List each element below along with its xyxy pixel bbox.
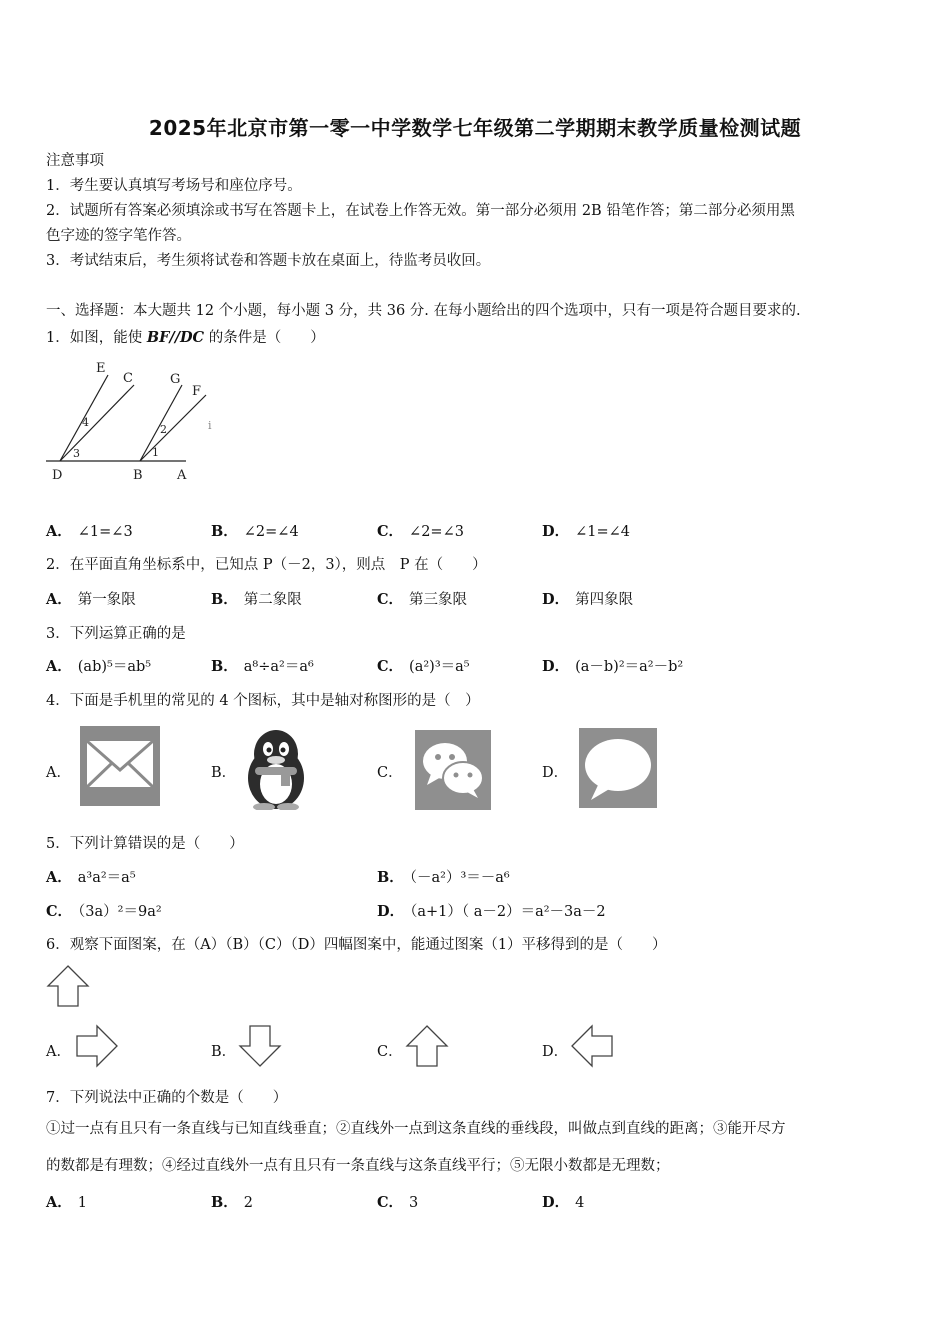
question-6-stem: 6．观察下面图案，在（A）（B）（C）（D）四幅图案中，能通过图案（1）平移得到的是（ ） bbox=[46, 937, 667, 953]
fig-label-A: A bbox=[177, 468, 187, 483]
q6-option-a-label[interactable]: A． bbox=[46, 1044, 71, 1060]
fig-angle-4: 4 bbox=[82, 416, 89, 429]
q1-option-d[interactable]: D． ∠1=∠4 bbox=[542, 523, 630, 540]
q7-option-c[interactable]: C． 3 bbox=[377, 1194, 419, 1211]
question-7-body: ①过一点有且只有一条直线与已知直线垂直；②直线外一点到这条直线的垂线段，叫做点到直线的距离；③能开尽方 bbox=[46, 1121, 786, 1137]
question-4-stem: 4．下面是手机里的常见的 4 个图标，其中是轴对称图形的是（ ） bbox=[46, 693, 480, 709]
q7-option-a[interactable]: A． 1 bbox=[46, 1194, 87, 1211]
notice-item: 1．考生要认真填写考场号和座位序号。 bbox=[46, 178, 302, 194]
fig-angle-2: 2 bbox=[160, 423, 167, 436]
q2-option-c[interactable]: C． 第三象限 bbox=[377, 591, 468, 608]
q3-option-b[interactable]: B． a⁸÷a²＝a⁶ bbox=[211, 658, 314, 675]
envelope-icon[interactable] bbox=[80, 726, 160, 806]
q6-option-c-label[interactable]: C． bbox=[377, 1044, 403, 1060]
fig-label-C: C bbox=[123, 371, 133, 386]
fig-stray-mark: i bbox=[208, 419, 212, 432]
q2-option-b[interactable]: B． 第二象限 bbox=[211, 591, 302, 608]
q3-option-d[interactable]: D． (a－b)²＝a²－b² bbox=[542, 658, 684, 675]
fig-angle-1: 1 bbox=[152, 446, 159, 459]
q4-option-d-label[interactable]: D． bbox=[542, 765, 569, 781]
wechat-icon[interactable] bbox=[415, 730, 491, 810]
arrow-up-icon bbox=[46, 964, 90, 1008]
q3-option-c[interactable]: C． (a²)³＝a⁵ bbox=[377, 658, 470, 675]
question-3-stem: 3．下列运算正确的是 bbox=[46, 626, 186, 642]
speech-bubble-icon[interactable] bbox=[579, 728, 657, 808]
fig-label-E: E bbox=[96, 361, 106, 376]
q2-option-a[interactable]: A． 第一象限 bbox=[46, 591, 136, 608]
fig-label-B: B bbox=[133, 468, 143, 483]
fig-label-G: G bbox=[170, 372, 181, 387]
question-7-body: 的数都是有理数；④经过直线外一点有且只有一条直线与这条直线平行；⑤无限小数都是无理数； bbox=[46, 1158, 670, 1174]
notice-item: 3．考试结束后，考生须将试卷和答题卡放在桌面上，待监考员收回。 bbox=[46, 253, 491, 269]
q5-option-a[interactable]: A． a³a²＝a⁵ bbox=[46, 869, 136, 886]
question-2-stem: 2．在平面直角坐标系中，已知点 P（－2，3），则点 P 在（ ） bbox=[46, 557, 487, 573]
q7-option-b[interactable]: B． 2 bbox=[211, 1194, 253, 1211]
fig-label-D: D bbox=[52, 468, 63, 483]
question-5-stem: 5．下列计算错误的是（ ） bbox=[46, 836, 244, 852]
q4-option-a-label[interactable]: A． bbox=[46, 765, 71, 781]
section-heading: 一、选择题：本大题共 12 个小题，每小题 3 分，共 36 分. 在每小题给出的四个选项中，只有一项是符合题目要求的. bbox=[46, 303, 801, 319]
q4-option-b-label[interactable]: B． bbox=[211, 765, 237, 781]
penguin-icon[interactable] bbox=[243, 728, 309, 810]
q1-option-b[interactable]: B． ∠2=∠4 bbox=[211, 523, 299, 540]
question-1-stem: 1．如图，能使 BF//DC 的条件是（ ） bbox=[46, 329, 325, 346]
q6-option-b-label[interactable]: B． bbox=[211, 1044, 237, 1060]
q4-option-c-label[interactable]: C． bbox=[377, 765, 403, 781]
q7-option-d[interactable]: D． 4 bbox=[542, 1194, 585, 1211]
question-7-stem: 7．下列说法中正确的个数是（ ） bbox=[46, 1090, 288, 1106]
q5-option-c[interactable]: C． （3a）²＝9a² bbox=[46, 903, 162, 920]
q3-option-a[interactable]: A． (ab)⁵＝ab⁵ bbox=[46, 658, 152, 675]
arrow-up-icon[interactable] bbox=[405, 1024, 449, 1068]
arrow-down-icon[interactable] bbox=[238, 1024, 282, 1068]
q6-option-d-label[interactable]: D． bbox=[542, 1044, 569, 1060]
arrow-right-icon[interactable] bbox=[75, 1024, 119, 1068]
q1-option-c[interactable]: C． ∠2=∠3 bbox=[377, 523, 464, 540]
q1-option-a[interactable]: A． ∠1=∠3 bbox=[46, 523, 133, 540]
q1-geometry-figure bbox=[40, 355, 230, 490]
q5-option-b[interactable]: B． （－a²）³＝－a⁶ bbox=[377, 869, 510, 886]
fig-label-F: F bbox=[192, 384, 202, 399]
notice-item: 2．试题所有答案必须填涂或书写在答题卡上，在试卷上作答无效。第一部分必须用 2B 铅笔作答；第二部分必须用黑 bbox=[46, 203, 795, 219]
arrow-left-icon[interactable] bbox=[570, 1024, 614, 1068]
fig-angle-3: 3 bbox=[73, 447, 80, 460]
notice-heading: 注意事项 bbox=[46, 153, 104, 169]
q2-option-d[interactable]: D． 第四象限 bbox=[542, 591, 634, 608]
q5-option-d[interactable]: D． （a+1）（ a－2）＝a²－3a－2 bbox=[377, 903, 606, 920]
page-title: 2025年北京市第一零一中学数学七年级第二学期期末教学质量检测试题 bbox=[148, 116, 802, 140]
notice-item: 色字迹的签字笔作答。 bbox=[46, 228, 191, 244]
